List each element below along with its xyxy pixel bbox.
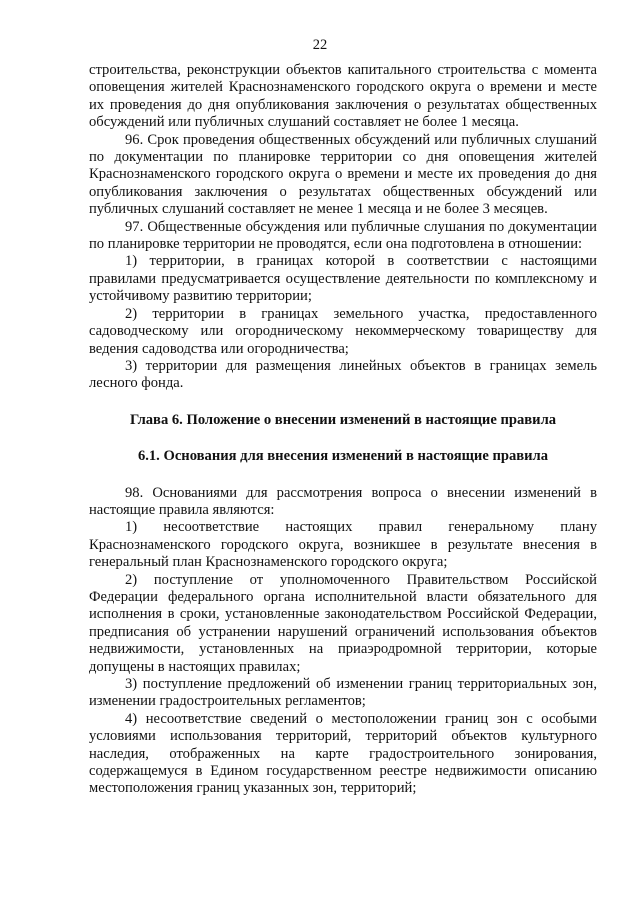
page-number: 22 [312, 37, 328, 53]
paragraph-97-item-3: 3) территории для размещения линейных объектов в границах земель лесного фонда. [89, 357, 597, 392]
paragraph-98-item-2: 2) поступление от уполномоченного Правительством Российской Федерации федерального органа исполнительной власти обязательного для исполнения в сроки, установленные законодательством Российской Федерации, предписания об устранении нарушений ограничений использования объектов недвижимости, установленных на приаэродромной территории, которые допущены в настоящих правилах; [89, 571, 597, 675]
paragraph-97-item-1: 1) территории, в границах которой в соответствии с настоящими правилами предусматривается осуществление деятельности по комплексному и устойчивому развитию территории; [89, 253, 597, 305]
paragraph-continuation: строительства, реконструкции объектов капитального строительства с момента оповещения жителей Краснознаменского городского округа о времени и месте их проведения до дня опубликования заключения о результатах общественных обсуждений или публичных слушаний составляет не более 1 месяца. [89, 62, 597, 131]
paragraph-97: 97. Общественные обсуждения или публичные слушания по документации по планировке территории не проводятся, если она подготовлена в отношении: [89, 218, 597, 253]
section-heading: 6.1. Основания для внесения изменений в настоящие правила [137, 448, 549, 465]
paragraph-97-item-2: 2) территории в границах земельного участка, предоставленного садоводческому или огородническому некоммерческому товариществу для ведения садоводства или огородничества; [89, 305, 597, 357]
paragraph-98-item-4: 4) несоответствие сведений о местоположении границ зон с особыми условиями использования территорий, территорий объектов культурного наследия, отображенных на карте градостроительного зонирования, содержащемуся в Едином государственном реестре недвижимости описанию местоположения границ указанных зон, территорий; [89, 710, 597, 797]
paragraph-98: 98. Основаниями для рассмотрения вопроса о внесении изменений в настоящие правила являются: [89, 484, 597, 518]
paragraph-98-item-1: 1) несоответствие настоящих правил генеральному плану Краснознаменского городского округа, возникшее в результате внесения в генеральный план Краснознаменского городского округа; [89, 519, 597, 571]
paragraph-98-item-3: 3) поступление предложений об изменении границ территориальных зон, изменении градостроительных регламентов; [89, 676, 597, 710]
paragraph-96: 96. Срок проведения общественных обсуждений или публичных слушаний по документации по планировке территории со дня оповещения жителей Краснознаменского городского округа о времени и месте их проведения до дня опубликования заключения о результатах общественных обсуждений или публичных слушаний составляет не менее 1 месяца и не более 3 месяцев. [89, 131, 597, 218]
document-body [89, 62, 597, 798]
chapter-heading: Глава 6. Положение о внесении изменений в настоящие правила [129, 411, 557, 428]
